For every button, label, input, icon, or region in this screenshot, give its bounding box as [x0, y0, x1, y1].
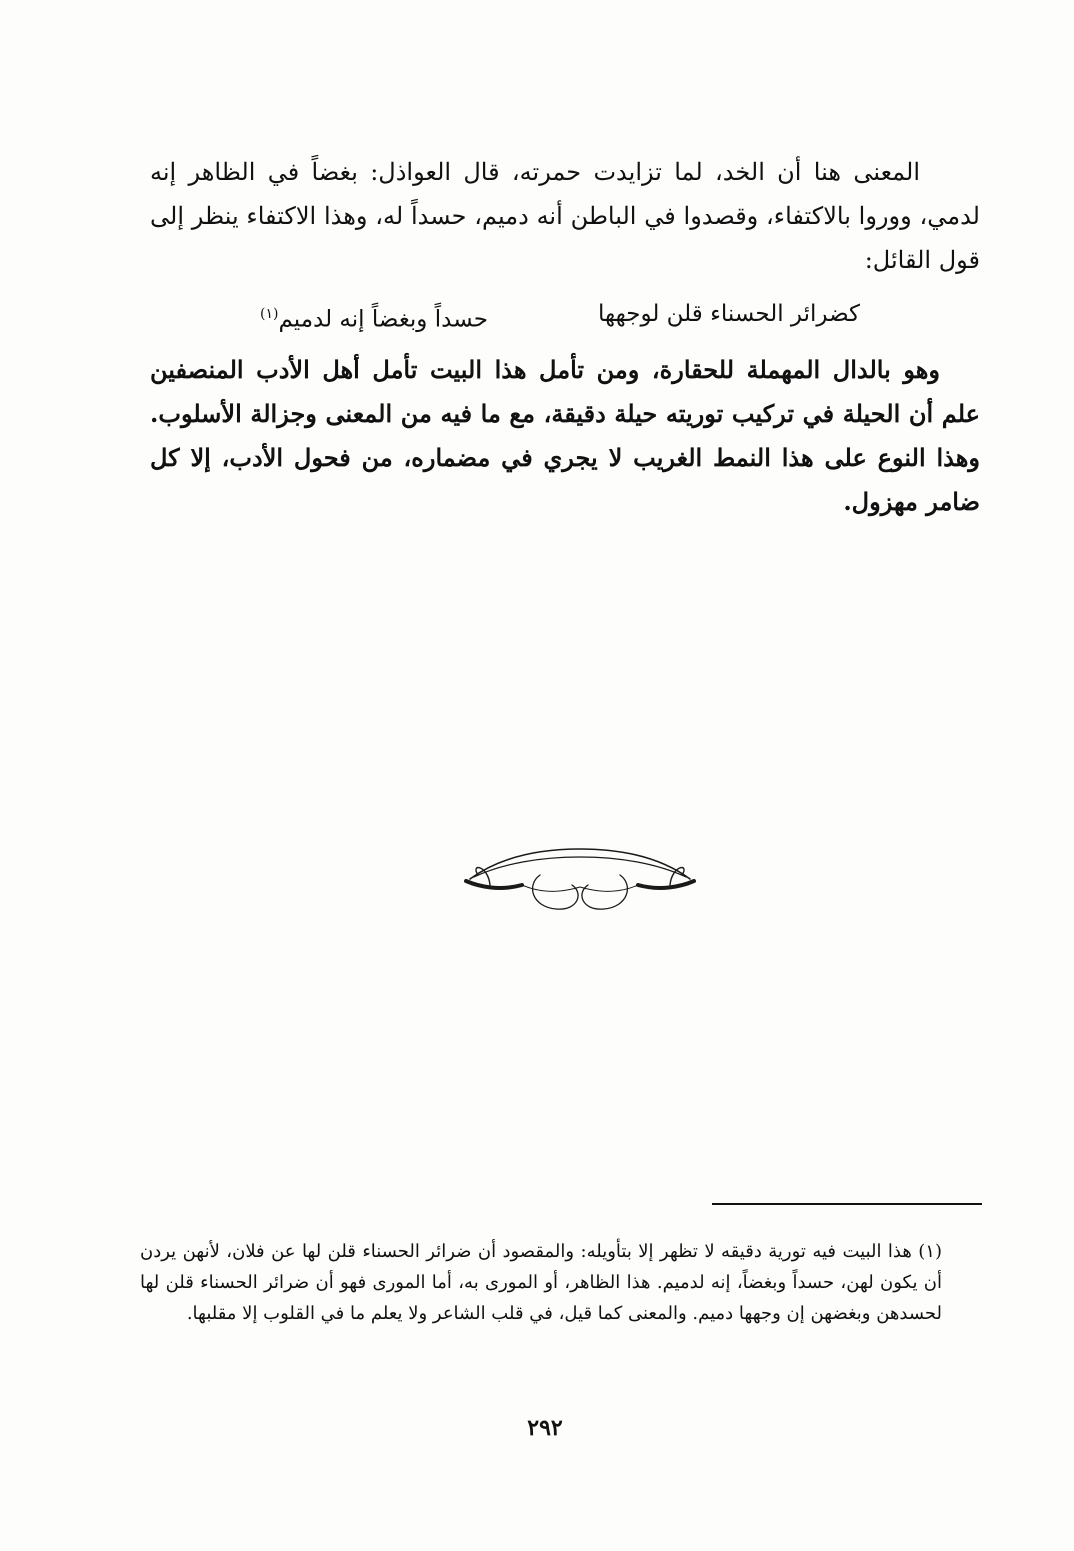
page-number: ٢٩٢	[527, 1415, 563, 1441]
decorative-flourish-icon	[460, 835, 700, 915]
verse-second-hemistich-wrap	[260, 292, 488, 342]
footnote-marker: (١)	[260, 306, 279, 322]
verse-line	[260, 292, 880, 336]
paragraph-1: المعنى هنا أن الخد، لما تزايدت حمرته، قال العواذل: بغضاً في الظاهر إنه لدمي، ووروا بالاكتفاء، وقصدوا في الباطن أنه دميم، حسداً له، وهذا الاكتفاء ينظر إلى قول القائل:	[150, 158, 980, 274]
footnotes-block	[140, 1236, 980, 1329]
footnote-separator	[712, 1203, 982, 1205]
paragraph-2	[150, 348, 980, 524]
verse-first-hemistich: كضرائر الحسناء قلن لوجهها	[598, 301, 860, 327]
verse-second-hemistich: حسداً وبغضاً إنه لدميم	[278, 306, 488, 333]
paragraph-2-text: وهو بالدال المهملة للحقارة، ومن تأمل هذا البيت تأمل أهل الأدب المنصفين علم أن الحيلة في تركيب توريته حيلة دقيقة، مع ما فيه من المعنى وجزالة الأسلوب. وهذا النوع على هذا النمط الغريب لا يجري في مضماره، من فحول الأدب، إلا كل ضامر مهزول.	[150, 355, 980, 516]
main-text-block	[150, 150, 980, 282]
footnote-1: (١) هذا البيت فيه تورية دقيقه لا تظهر إلا بتأويله: والمقصود أن ضرائر الحسناء قلن لها عن فلان، لأنهن يردن أن يكون لهن، حسداً وبغضاً، إنه لدميم. هذا الظاهر، أو المورى به، أما المورى فهو أن ضرائر الحسناء قلن لها لحسدهن وبغضهن إن وجهها دميم. والمعنى كما قيل، في قلب الشاعر ولا يعلم ما في القلوب إلا مقلبها.	[140, 1241, 942, 1324]
